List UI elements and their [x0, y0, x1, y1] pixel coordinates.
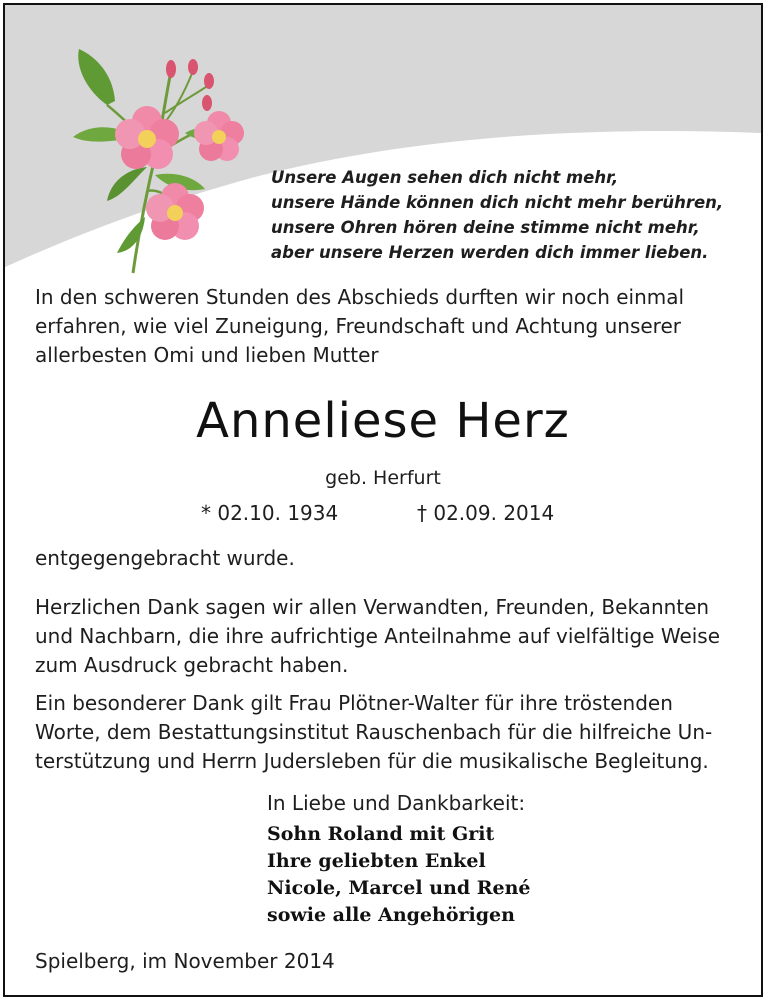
signer-line: sowie alle Angehörigen: [267, 904, 515, 926]
intro-line: In den schweren Stunden des Abschieds durften wir noch einmal: [35, 285, 685, 309]
poem-line: Unsere Augen sehen dich nicht mehr,: [271, 168, 619, 187]
intro-paragraph: [35, 283, 733, 370]
thanks-line: und Nachbarn, die ihre aufrichtige Anteilnahme auf vielfältige Weise: [35, 624, 721, 648]
thanks-paragraph-1: [35, 593, 733, 680]
birth-date: * 02.10. 1934: [201, 501, 339, 525]
birth-name: geb. Herfurt: [325, 467, 441, 489]
thanks-line: Ein besonderer Dank gilt Frau Plötner-Walter für ihre tröstenden: [35, 691, 673, 715]
obituary-notice: [3, 3, 763, 997]
thanks-line: zum Ausdruck gebracht haben.: [35, 653, 349, 677]
thanks-paragraph-2: [35, 689, 733, 776]
thanks-line: terstützung und Herrn Judersleben für die musikalische Begleitung.: [35, 749, 709, 773]
poem-line: unsere Ohren hören deine stimme nicht mehr,: [271, 218, 700, 237]
signer-line: Sohn Roland mit Grit: [267, 823, 495, 845]
death-date: † 02.09. 2014: [417, 501, 555, 525]
thanks-line: Worte, dem Bestattungsinstitut Rauschenbach für die hilfreiche Un-: [35, 720, 713, 744]
poem-line: unsere Hände können dich nicht mehr berühren,: [271, 193, 724, 212]
signer-line: Nicole, Marcel und René: [267, 877, 531, 899]
place-date: Spielberg, im November 2014: [35, 949, 335, 973]
intro-line: allerbesten Omi und lieben Mutter: [35, 343, 379, 367]
closing-line: In Liebe und Dankbarkeit:: [267, 791, 526, 815]
rose-branch-icon: [35, 41, 265, 277]
after-name-text: entgegengebracht wurde.: [35, 546, 295, 570]
intro-line: erfahren, wie viel Zuneigung, Freundschaft und Achtung unserer: [35, 314, 681, 338]
signer-line: Ihre geliebten Enkel: [267, 850, 486, 872]
poem-line: aber unsere Herzen werden dich immer lieben.: [271, 243, 709, 262]
deceased-name: Anneliese Herz: [196, 393, 570, 449]
poem: [271, 165, 741, 265]
signers: [267, 821, 531, 929]
thanks-line: Herzlichen Dank sagen wir allen Verwandten, Freunden, Bekannten: [35, 595, 710, 619]
